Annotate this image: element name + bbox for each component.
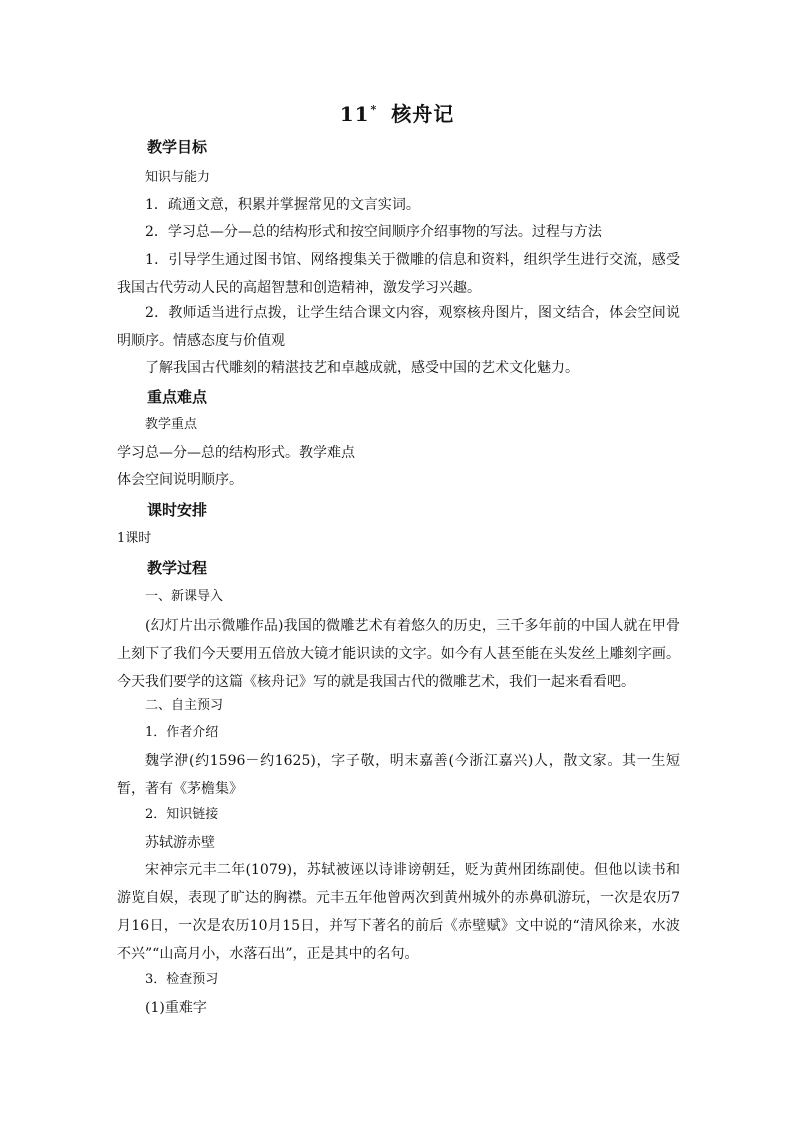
title-text: 核舟记 [391,102,455,126]
goals-heading: 教学目标 [147,138,208,156]
title-number: 11 [339,102,370,126]
schedule-heading: 课时安排 [147,501,208,519]
process-step-2: 二、自主预习 [145,698,224,713]
link-paragraph: 宋神宗元丰二年(1079)，苏轼被诬以诗诽谤朝廷，贬为黄州团练副使。但他以读书和游览自娱，表现了旷达的胸襟。元丰五年他曾两次到黄州城外的赤鼻矶游玩，一次是农历7月16日，一次是农历10月15日，并写下著名的前后《赤壁赋》文中说的“清风徐来，水波不兴”“山高月小，水落石出”，正是其中的名句。 [117,862,680,962]
key-text: 学习总—分—总的结构形式。教学难点 [117,445,355,461]
process-heading: 教学过程 [147,559,208,577]
author-subheading: 1．作者介绍 [145,725,219,740]
page-title [0,98,794,127]
check-subheading: 3．检查预习 [145,972,219,987]
key-subheading: 教学重点 [145,417,198,432]
schedule-text: 1课时 [117,531,152,546]
check-item-1: (1)重难字 [145,1000,207,1016]
difficulty-text: 体会空间说明顺序。 [117,472,243,488]
knowledge-item-1: 1．疏通文意，积累并掌握常见的文言实词。 [145,197,420,213]
title-star: * [370,103,378,117]
link-subheading: 2．知识链接 [145,807,219,822]
method-item-1: 1．引导学生通过图书馆、网络搜集关于微雕的信息和资料，组织学生进行交流，感受我国古代劳动人民的高超智慧和创造精神，激发学习兴趣。 [117,252,680,296]
intro-paragraph: (幻灯片出示微雕作品)我国的微雕艺术有着悠久的历史，三千多年前的中国人就在甲骨上刻下了我们今天要用五倍放大镜才能识读的文字。如今有人甚至能在头发丝上雕刻字画。今天我们要学的这篇《核舟记》写的就是我国古代的微雕艺术，我们一起来看看吧。 [117,618,680,690]
method-item-2: 2．教师适当进行点拨，让学生结合课文内容，观察核舟图片，图文结合，体会空间说明顺序。情感态度与价值观 [117,305,680,349]
emotion-item-1: 了解我国古代雕刻的精湛技艺和卓越成就，感受中国的艺术文化魅力。 [145,360,579,376]
key-heading: 重点难点 [147,388,208,406]
knowledge-subheading: 知识与能力 [145,170,211,185]
author-paragraph: 魏学洢(约1596－约1625)，字子敬，明末嘉善(今浙江嘉兴)人，散文家。其一生短暂，著有《茅檐集》 [117,753,680,797]
knowledge-item-2: 2．学习总—分—总的结构形式和按空间顺序介绍事物的写法。过程与方法 [145,224,602,240]
link-title: 苏轼游赤壁 [145,835,215,851]
process-step-1: 一、新课导入 [145,589,224,604]
